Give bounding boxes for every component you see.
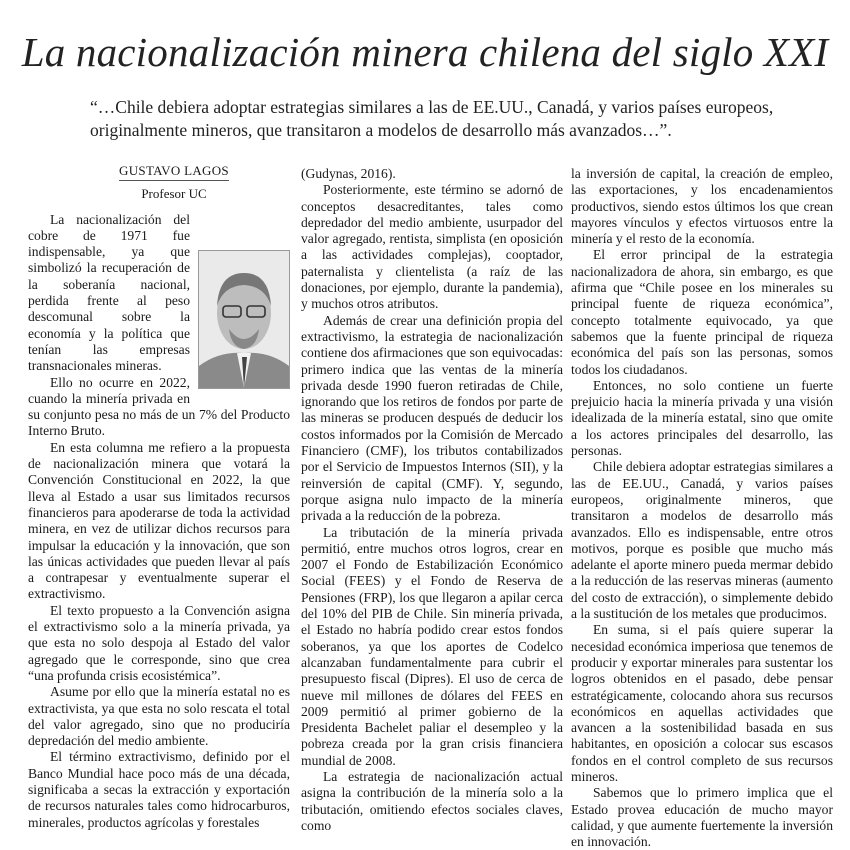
paragraph: El error principal de la estrategia nacionalizadora de ahora, sin embargo, es que afirma que “Chile posee en los minerales su principal fuente de riqueza económica”, concepto totalmente equivocado, ya que sabemos que la fuente principal de riqueza económica del país son las personas, somos todos los ciudadanos. [571, 247, 833, 377]
paragraph: Además de crear una definición propia del extractivismo, la estrategia de nacionalización contiene dos afirmaciones que son equivocadas: primero indica que las ventas de la minería privada desde 1990 fueron retiradas de Chile, ignorando que los retiros de fondos por parte de las mineras se producen después de deducir los costos informados por la Comisión de Mercado Financiero (CMF), los tributos contabilizados por el Servicio de Impuestos Internos (SII), y la reinversión de capital (CMF). Y, segundo, porque asigna nulo impacto de la minería privada a la reducción de la pobreza. [301, 312, 563, 524]
author-photo [198, 250, 290, 389]
paragraph: Posteriormente, este término se adornó de conceptos desacreditantes, tales como depredador del medio ambiente, usurpador del valor agregado, rentista, simplista (en oposición a las actividades complejas), cooptador, paternalista y clientelista (a raíz de las donaciones, por ejemplo, durante la pandemia), y muchos otros atributos. [301, 182, 563, 312]
paragraph: Asume por ello que la minería estatal no es extractivista, ya que esta no solo rescata el total del valor agregado, sino que no produciría depredación del medio ambiente. [28, 684, 290, 749]
article-column-1 [28, 163, 290, 831]
paragraph: El término extractivismo, definido por el Banco Mundial hace poco más de una década, significaba a secas la extracción y exportación de recursos naturales tales como hidrocarburos, minerales, productos agrícolas y forestales [28, 749, 290, 830]
author-role: Profesor UC [141, 186, 207, 202]
paragraph: La estrategia de nacionalización actual asigna la contribución de la minería solo a la tributación, omitiendo efectos sociales claves, como [301, 768, 563, 833]
paragraph: La nacionalización del cobre de 1971 fue indispensable, ya que simbolizó la recuperación de la soberanía nacional, perdida frente al peso descomunal sobre la economía y la política que tenían las empresas transnacionales mineras. [28, 211, 190, 374]
pull-quote: “…Chile debiera adoptar estrategias similares a las de EE.UU., Canadá, y varios países europeos, originalmente mineros, que transitaron a modelos de desarrollo más avanzados…”. [90, 97, 774, 140]
paragraph: El texto propuesto a la Convención asigna el extractivismo solo a la minería privada, ya que esta no solo despoja al Estado del valor agregado que le corresponde, sino que crea “una profunda crisis ecosistémica”. [28, 602, 290, 683]
article-column-2 [301, 166, 563, 834]
paragraph: En esta columna me refiero a la propuesta de nacionalización minera que votará la Convención Constitucional en 2022, la que lleva al Estado a usar sus limitados recursos financieros para apoderarse de toda la actividad minera, en vez de utilizar dichos recursos para impulsar la educación y la innovación, que son las únicas actividades que pueden llevar al país a contrapesar y eventualmente superar el extractivismo. [28, 439, 290, 602]
article-column-3 [571, 166, 833, 850]
paragraph: En suma, si el país quiere superar la necesidad económica imperiosa que tenemos de producir y exportar minerales para sustentar los logros obtenidos en el pasado, debe pensar estratégicamente, colocando ahora sus recursos económicos en aquellas actividades que avancen a la sostenibilidad basada en sus habitantes, en oposición a colocar sus escasos fondos en el control completo de sus recursos mineros. [571, 622, 833, 784]
paragraph: Entonces, no solo contiene un fuerte prejuicio hacia la minería privada y una visión idealizada de la minería estatal, sino que omite a los actores principales del desarrollo, las personas. [571, 377, 833, 459]
paragraph-continuation: la inversión de capital, la creación de empleo, las exportaciones, y los encadenamientos productivos, siendo estos últimos los que crean mayores vínculos y efectos virtuosos entre la minería y el resto de la economía. [571, 166, 833, 247]
paragraph-continuation: (Gudynas, 2016). [301, 166, 396, 181]
paragraph: La tributación de la minería privada permitió, entre muchos otros logros, crear en 2007 el Fondo de Estabilización Económico Social (FEES) y el Fondo de Reserva de Pensiones (FRP), los que llegaron a apilar cerca del 10% del PIB de Chile. Sin minería privada, el Estado no habría podido crear estos fondos soberanos, ya que los aportes de Codelco alcanzaban fundamentalmente para cubrir el presupuesto fiscal (Dipres). El uso de cerca de nueve mil millones de dólares del FEES en 2009 permitió al primer gobierno de la Presidenta Bachelet paliar el desempleo y la pobreza creada por la gran crisis financiera mundial de 2008. [301, 524, 563, 768]
paragraph: Ello no ocurre en 2022, cuando la minería privada en su conjunto pesa no más de un 7% del Producto Interno Bruto. [28, 374, 290, 439]
paragraph: Sabemos que lo primero implica que el Estado provea educación de mucho mayor calidad, y que aumente fuertemente la inversión en innovación. [571, 785, 833, 850]
headline: La nacionalización minera chilena del siglo XXI [21, 29, 829, 75]
paragraph: Chile debiera adoptar estrategias similares a las de EE.UU., Canadá, y varios países europeos, originalmente mineros, que transitaron a modelos de desarrollo más avanzados. Ello es indispensable, entre otros motivos, porque es posible que mucho más adelante el aporte minero pueda mermar debido a la reducción de las reservas mineras (aumento del costo de extracción), o simplemente debido a la sustitución de los metales que producimos. [571, 459, 833, 622]
author-name: GUSTAVO LAGOS [119, 163, 229, 181]
byline [58, 163, 290, 203]
